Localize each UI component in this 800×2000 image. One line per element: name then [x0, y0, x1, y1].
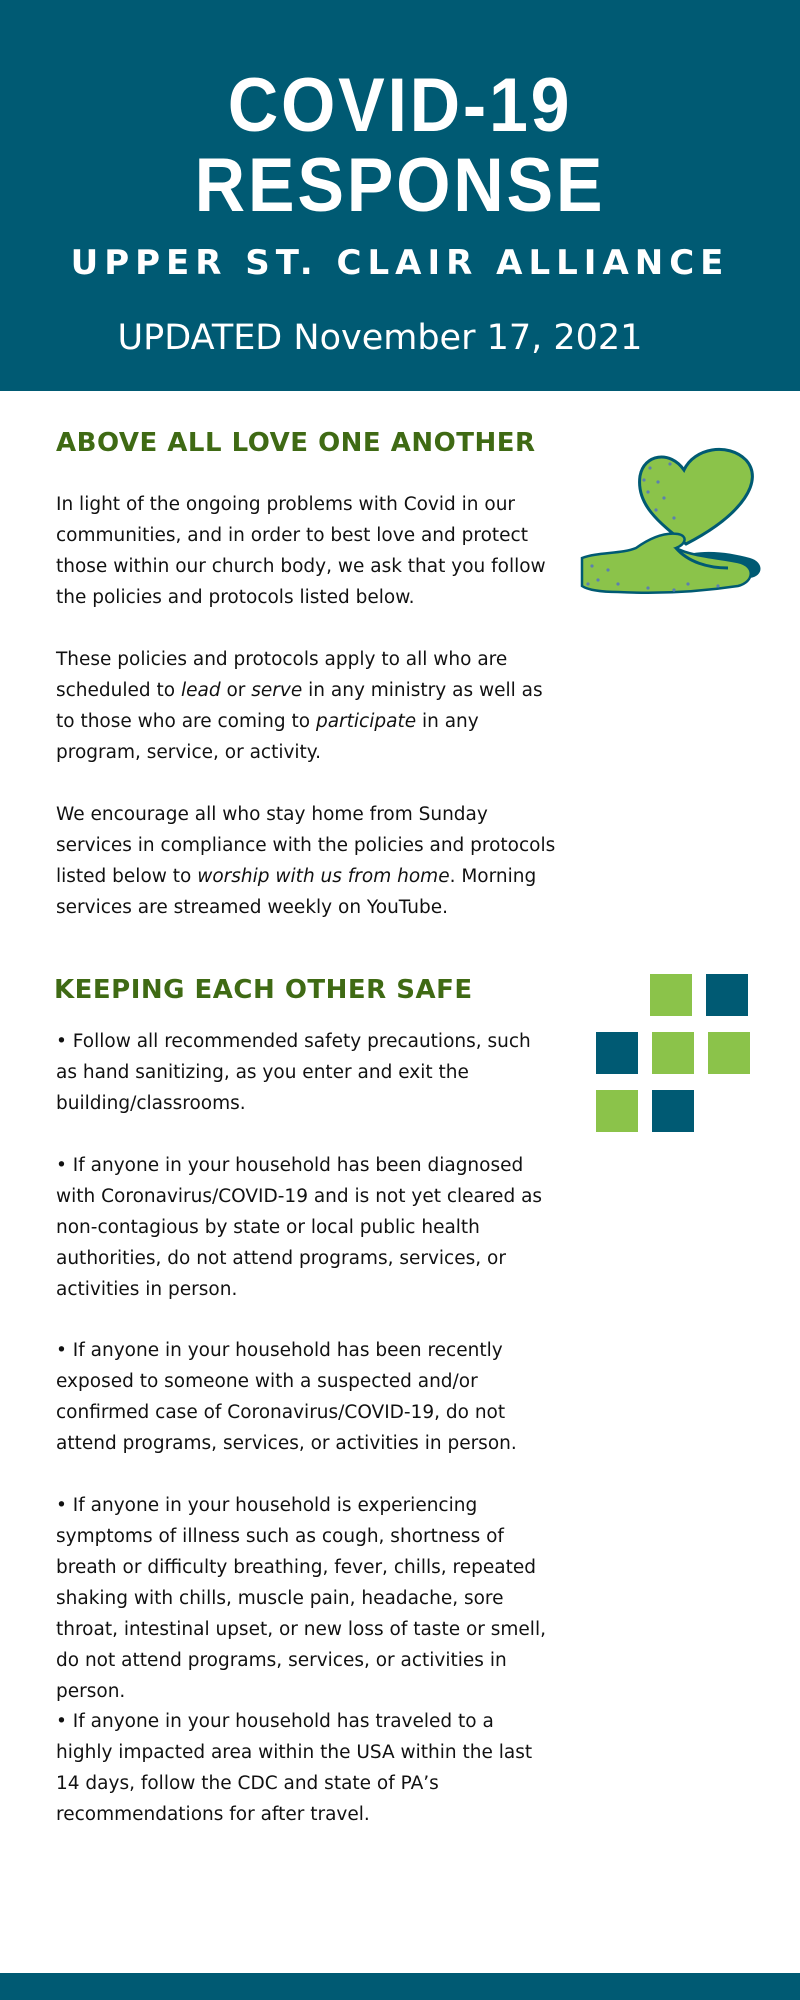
scope-lead: lead	[180, 680, 221, 701]
organization-name: UPPER ST. CLAIR ALLIANCE	[70, 243, 730, 283]
page-title-line2: RESPONSE	[194, 143, 606, 228]
worship-paragraph	[56, 799, 556, 923]
scope-serve: serve	[251, 680, 303, 701]
updated-date: UPDATED November 17, 2021	[117, 318, 643, 358]
scope-paragraph	[56, 644, 556, 768]
safety-bullet: • If anyone in your household has traveled to a highly impacted area within the USA within the last 14 days, follow the CDC and state of PA’s recommendations for after travel.	[56, 1711, 533, 1825]
safety-bullet: • If anyone in your household has been diagnosed with Coronavirus/COVID-19 and is not yet cleared as non-contagious by state or local public health authorities, do not attend programs, services, or activities in person.	[56, 1155, 543, 1300]
squares-pattern-icon	[590, 970, 752, 1134]
safe-section-heading: KEEPING EACH OTHER SAFE	[54, 975, 473, 1005]
worship-text-b: . Morning services are streamed weekly on YouTube.	[56, 866, 537, 918]
scope-text-a: These policies and protocols apply to all who are scheduled to	[56, 649, 508, 701]
page-title-line1: COVID-19	[227, 63, 573, 148]
scope-text-b: or	[220, 680, 252, 701]
scope-participate: participate	[315, 711, 417, 732]
scope-text-d: in any program, service, or activity.	[56, 711, 479, 763]
intro-paragraph: In light of the ongoing problems with Covid in our communities, and in order to best love and protect those within our church body, we ask that you follow the policies and protocols listed below.	[56, 494, 546, 608]
worship-text-a: We encourage all who stay home from Sunday services in compliance with the policies and protocols listed below to	[56, 804, 556, 887]
footer-bar	[0, 1973, 800, 2000]
scope-text-c: in any ministry as well as to those who are coming to	[56, 680, 543, 732]
love-section-heading: ABOVE ALL LOVE ONE ANOTHER	[56, 428, 536, 458]
safety-bullet: • If anyone in your household is experiencing symptoms of illness such as cough, shortness of breath or difficulty breathing, fever, chills, repeated shaking with chills, muscle pain, headache, sore throat, intestinal upset, or new loss of taste or smell, do not attend programs, services, or activities in person.	[56, 1495, 546, 1702]
heart-in-hand-icon	[578, 434, 764, 604]
safety-bullet: • If anyone in your household has been recently exposed to someone with a suspected and/or confirmed case of Coronavirus/COVID-19, do not attend programs, services, or activities in person.	[56, 1340, 517, 1454]
header-banner	[0, 0, 800, 391]
worship-from-home: worship with us from home	[197, 866, 450, 887]
safety-bullet: • Follow all recommended safety precautions, such as hand sanitizing, as you enter and exit the building/classrooms.	[56, 1031, 531, 1114]
